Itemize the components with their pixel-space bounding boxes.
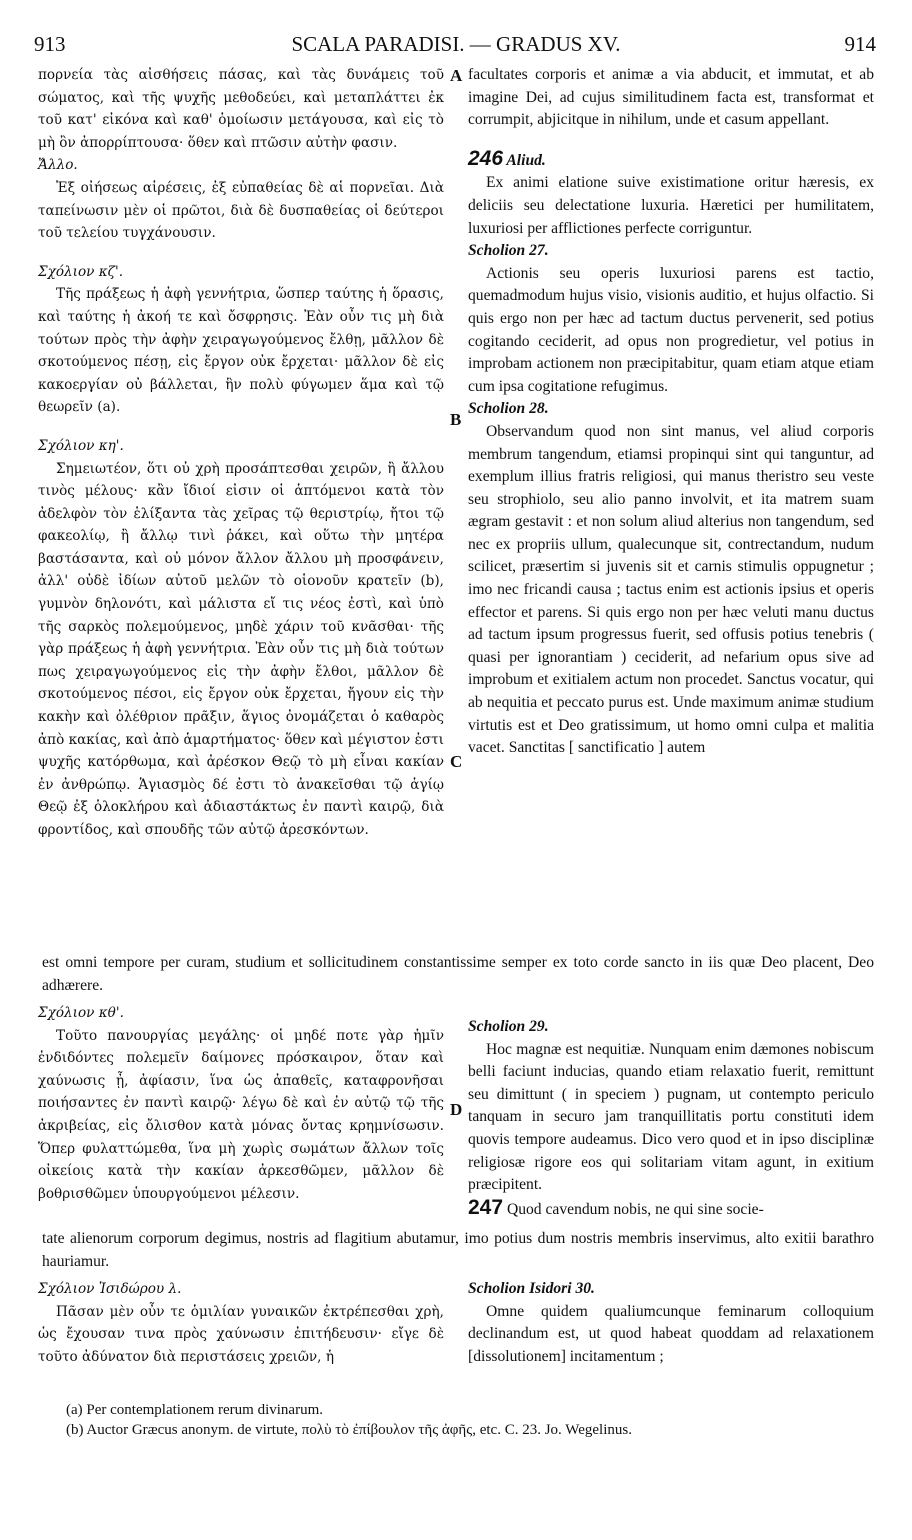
margin-letter-d: D xyxy=(450,1100,463,1119)
latin-paragraph-5: Hoc magnæ est nequitiæ. Nunquam enim dæmones nobiscum belli faciunt inducias, quando etiam relaxatio fuerit, remittunt seu dimittunt ( in speciem ) pugnam, ut contempto periculo tanquam in securo jam tranquillitatis portu constituti idem quovis tempore audeamus. Dico vero quod et in ipso disciplinæ religiosæ rigore eos qui solitariam vitam agunt, in exitium præcipitent. xyxy=(468,1040,874,1194)
latin-paragraph-6 xyxy=(468,1197,874,1222)
latin-paragraph-2: Ex animi elatione suive existimatione oritur hæresis, ex deliciis seu delectatione luxuria. Hæretici per humilitatem, luxuriosi per afflictiones perfecte corriguntur. xyxy=(468,174,874,237)
latin-paragraph-6-text: Quod cavendum nobis, ne qui sine socie- xyxy=(506,1200,764,1218)
greek-paragraph-1: πορνεία τὰς αἰσθήσεις πάσας, καὶ τὰς δυνάμεις τοῦ σώματος, καὶ τῆς ψυχῆς μεθοδεύει, καὶ μεταπλάττει ἐκ τοῦ κατ' εἰκόνα καὶ καθ' ὁμοίωσιν μετάγουσα, καὶ εἰς τὸ μὴ ὂν ἀπορρίπτουσα· ὅθεν καὶ πτῶσιν αὐτὴν φασιν. xyxy=(38,67,444,151)
margin-letter-a: A xyxy=(450,66,463,85)
margin-letter-c: C xyxy=(450,752,463,771)
greek-paragraph-4: Σημειωτέον, ὅτι οὐ χρὴ προσάπτεσθαι χειρῶν, ἢ ἄλλου τινὸς μέλους· κἂν ἴδιοί εἰσιν οἱ ἁπτόμενοι κατὰ τὸν ἀδελφὸν τὸν ἑλίξαντα τὰς χεῖρας τῷ θεριστρίῳ, ἤτοι τῷ φακεολίῳ, ἢ ἄλλῳ τινὶ ῥάκει, καὶ οὕτω τὴν μητέρα βαστάσαντα, καὶ οὐ μόνον ἄλλον ἄλλου μὴ προσφάνειν, ἀλλ' οὐδὲ ἰδίων αὐτοῦ μελῶν τὸ οἱονοῦν κρατεῖν (b), γυμνὸν δηλονότι, καὶ μάλιστα εἴ τις νέος ἐστὶ, καὶ ὑπὸ τῆς σαρκὸς πολεμούμενος, μηδὲ χάριν τοῦ κνᾶσθαι· τῆς γὰρ πράξεως ἡ ἀφὴ γεννήτρια. Ἐὰν οὖν τις μὴ διὰ τούτων πως χειραγωγούμενος εἰς τὴν ἀφὴν ἔλθοι, μᾶλλον δὲ σκοτούμενος πέσοι, εἰς ἔργον οὐκ ἔρχεται, ἤγουν εἰς τὴν κακὴν καὶ ὀλέθριον πρᾶξιν, ἅγιος ὀνομάζεται ὁ καθαρὸς ἀπὸ κακίας, καὶ ἀπὸ ἁμαρτήματος· ὅθεν καὶ μέγιστον ἐστι ψυχῆς κατόρθωμα, καὶ ἀρέσκον Θεῷ τὸ μὴ εἶναι κακίαν ἐν ἀνθρώπῳ. Ἁγιασμὸς δέ ἐστι τὸ ἀνακεῖσθαι τῷ ἁγίῳ Θεῷ ἐξ ὁλοκλήρου καὶ ἀδιαστάκτως ἐν παντὶ καιρῷ, διὰ φροντίδος, καὶ σπουδῆς τῶν αὐτῷ ἀρεσκόντων. xyxy=(38,460,444,838)
running-header xyxy=(0,32,912,58)
latin-column-bottom xyxy=(468,1278,874,1368)
latin-heading-29: Scholion 29. xyxy=(468,1018,549,1035)
page-number-left: 913 xyxy=(34,32,66,56)
latin-fullwidth-continuation-1 xyxy=(42,952,874,997)
latin-column-top xyxy=(468,64,874,760)
greek-heading-allo: Ἄλλο. xyxy=(38,157,78,174)
greek-paragraph-3: Τῆς πράξεως ἡ ἀφὴ γεννήτρια, ὥσπερ ταύτης ἡ ὅρασις, καὶ ταύτης ἡ ἀκοή τε καὶ ὄσφρησις. Ἐὰν οὖν τις μὴ διὰ τούτων πρὸς τὴν ἀφὴν χειραγωγούμενος ἔλθῃ, μᾶλλον δὲ σκοτούμενος πέσῃ, εἰς ἔργον οὐκ ἔρχεται· μᾶλλον δὲ εἰς κακοεργίαν οὐ βάλλεται, ἣν πολὺ φύγωμεν ἅμα καὶ τῷ θεωρεῖν (a). xyxy=(38,286,444,416)
latin-heading-aliud xyxy=(468,148,874,173)
section-number-246: 246 xyxy=(468,146,504,170)
latin-paragraph-4: Observandum quod non sint manus, vel aliud corporis membrum tangendum, etiamsi propinqui sint qui tanguntur, ad exemplum illius fratris religiosi, qui manus theristro seu veste seu strophiolo, seu alio panno involvit, et ita matrem suam ægram gestavit : et non solum aliud alterius non tangendum, sed nec ex propriis ullum, qualecunque sit, contrectandum, nudum scilicet, præsertim si juvenis sit et carnis stimulis oppugnetur ; imo nec fricandi causa ; tactus enim est actionis ipsius et operis effector et parens. Si quis ergo non per hæc veluti manu ductus ad tactum ipsum progressus fuerit, sed offusis potius tenebris ( quasi per ignorantiam ) ceciderit, ad nefarium opus sive ad improbum et exitialem actum non procedet. Sanctus vocatur, qui ab nequitia et peccato purus est. Unde maximum animæ studium virtutis est et Deo gratissimum, ut homo omni culpa et malitia vacet. Sanctitas [ sanctificatio ] autem xyxy=(468,422,874,757)
latin-column-middle xyxy=(468,1016,874,1221)
latin-fullwidth-text-2: tate alienorum corporum degimus, nostris ad flagitium abutamur, imo potius dum nostris membris inservimus, alto exitii barathro hauriamur. xyxy=(42,1230,874,1270)
margin-letter-b: B xyxy=(450,410,462,429)
footnote-a: (a) Per contemplationem rerum divinarum. xyxy=(66,1402,323,1418)
latin-heading-28: Scholion 28. xyxy=(468,400,549,418)
greek-paragraph-6: Πᾶσαν μὲν οὖν τε ὁμιλίαν γυναικῶν ἐκτρέπεσθαι χρὴ, ὡς ἔχουσαν τινα πρὸς χαύνωσιν ἐπιτήδευσιν· εἴγε δὲ τοῦτο ἀδύνατον διὰ περιστάσεις χρειῶν, ἡ xyxy=(38,1303,444,1365)
latin-paragraph-1: facultates corporis et animæ a via abducit, et immutat, et ab imagine Dei, ad cujus similitudinem facta est, transformat et corrumpit, abjicitque in nihilum, unde et casum appellant. xyxy=(468,66,874,129)
latin-fullwidth-continuation-2 xyxy=(42,1228,874,1273)
greek-heading-28: Σχόλιον κη'. xyxy=(38,437,124,454)
greek-column-bottom xyxy=(38,1278,444,1368)
latin-heading-aliud-text: Aliud. xyxy=(506,151,546,169)
latin-heading-30: Scholion Isidori 30. xyxy=(468,1280,595,1297)
greek-heading-30: Σχόλιον Ἰσιδώρου λ. xyxy=(38,1281,182,1297)
greek-heading-27: Σχόλιον κζ'. xyxy=(38,263,124,280)
running-title: SCALA PARADISI. — GRADUS XV. xyxy=(291,32,621,56)
footnotes xyxy=(66,1400,886,1440)
latin-paragraph-7: Omne quidem qualiumcunque feminarum colloquium declinandum est, ut quod habeat quoddam ad relaxationem [dissolutionem] incitamentum ; xyxy=(468,1302,874,1365)
latin-fullwidth-text-1: est omni tempore per curam, studium et sollicitudinem constantissime semper ex toto corde sancto in iis quæ Deo placent, Deo adhærere. xyxy=(42,954,874,994)
page-number-right: 914 xyxy=(844,32,876,56)
footnote-b: (b) Auctor Græcus anonym. de virtute, πολὺ τὸ ἐπίβουλον τῆς ἀφῆς, etc. C. 23. Jo. Wegelinus. xyxy=(66,1422,632,1438)
greek-paragraph-5: Τοῦτο πανουργίας μεγάλης· οἱ μηδέ ποτε γὰρ ἡμῖν ἐνδιδόντες πολεμεῖν δαίμονες πρόσκαιρον, ὅταν καὶ χαύνωσις ᾖ, ἀφίασιν, ἵνα ὡς ἀπαθεῖς, καταφρονῆσαι ποιήσαντες ἐν παντὶ καιρῷ· λέγω δὲ καὶ ἐν αὐτῷ τῷ τῆς ἀκριβείας, εἰς ὄλισθον κατὰ μόνας ὄντας κρημνίσωσιν. Ὅπερ φυλαττώμεθα, ἵνα μὴ χωρὶς σωμάτων ἄλλων τοῖς οἰκείοις κατὰ τὴν κακίαν ἀρκεσθῶμεν, μᾶλλον δὲ βοθρισθῶμεν ὑπουργούμενοι μέλεσιν. xyxy=(38,1027,444,1202)
greek-column-top xyxy=(38,64,444,842)
latin-paragraph-3: Actionis seu operis luxuriosi parens est tactio, quemadmodum hujus visio, visionis auditio, et hujus olfactio. Si quis ergo non per hæc ad tactum ductus pervenerit, sed potius cogitando ceciderit, ad opus non progredietur, vel potius in improbam actionem non præcipitabitur, quam etiam atque etiam cum ipsa cogitatione refugimus. xyxy=(468,264,874,395)
latin-heading-27: Scholion 27. xyxy=(468,242,549,260)
greek-paragraph-2: Ἐξ οἰήσεως αἱρέσεις, ἐξ εὐπαθείας δὲ αἱ πορνεῖαι. Διὰ ταπείνωσιν μὲν οἱ πρῶτοι, διὰ δὲ δυσπαθείας οἱ δεύτεροι τοῦ τελείου τυγχάνουσιν. xyxy=(38,179,444,242)
section-number-247: 247 xyxy=(468,1195,504,1219)
greek-heading-29: Σχόλιον κθ'. xyxy=(38,1005,124,1021)
greek-column-middle xyxy=(38,1002,444,1205)
